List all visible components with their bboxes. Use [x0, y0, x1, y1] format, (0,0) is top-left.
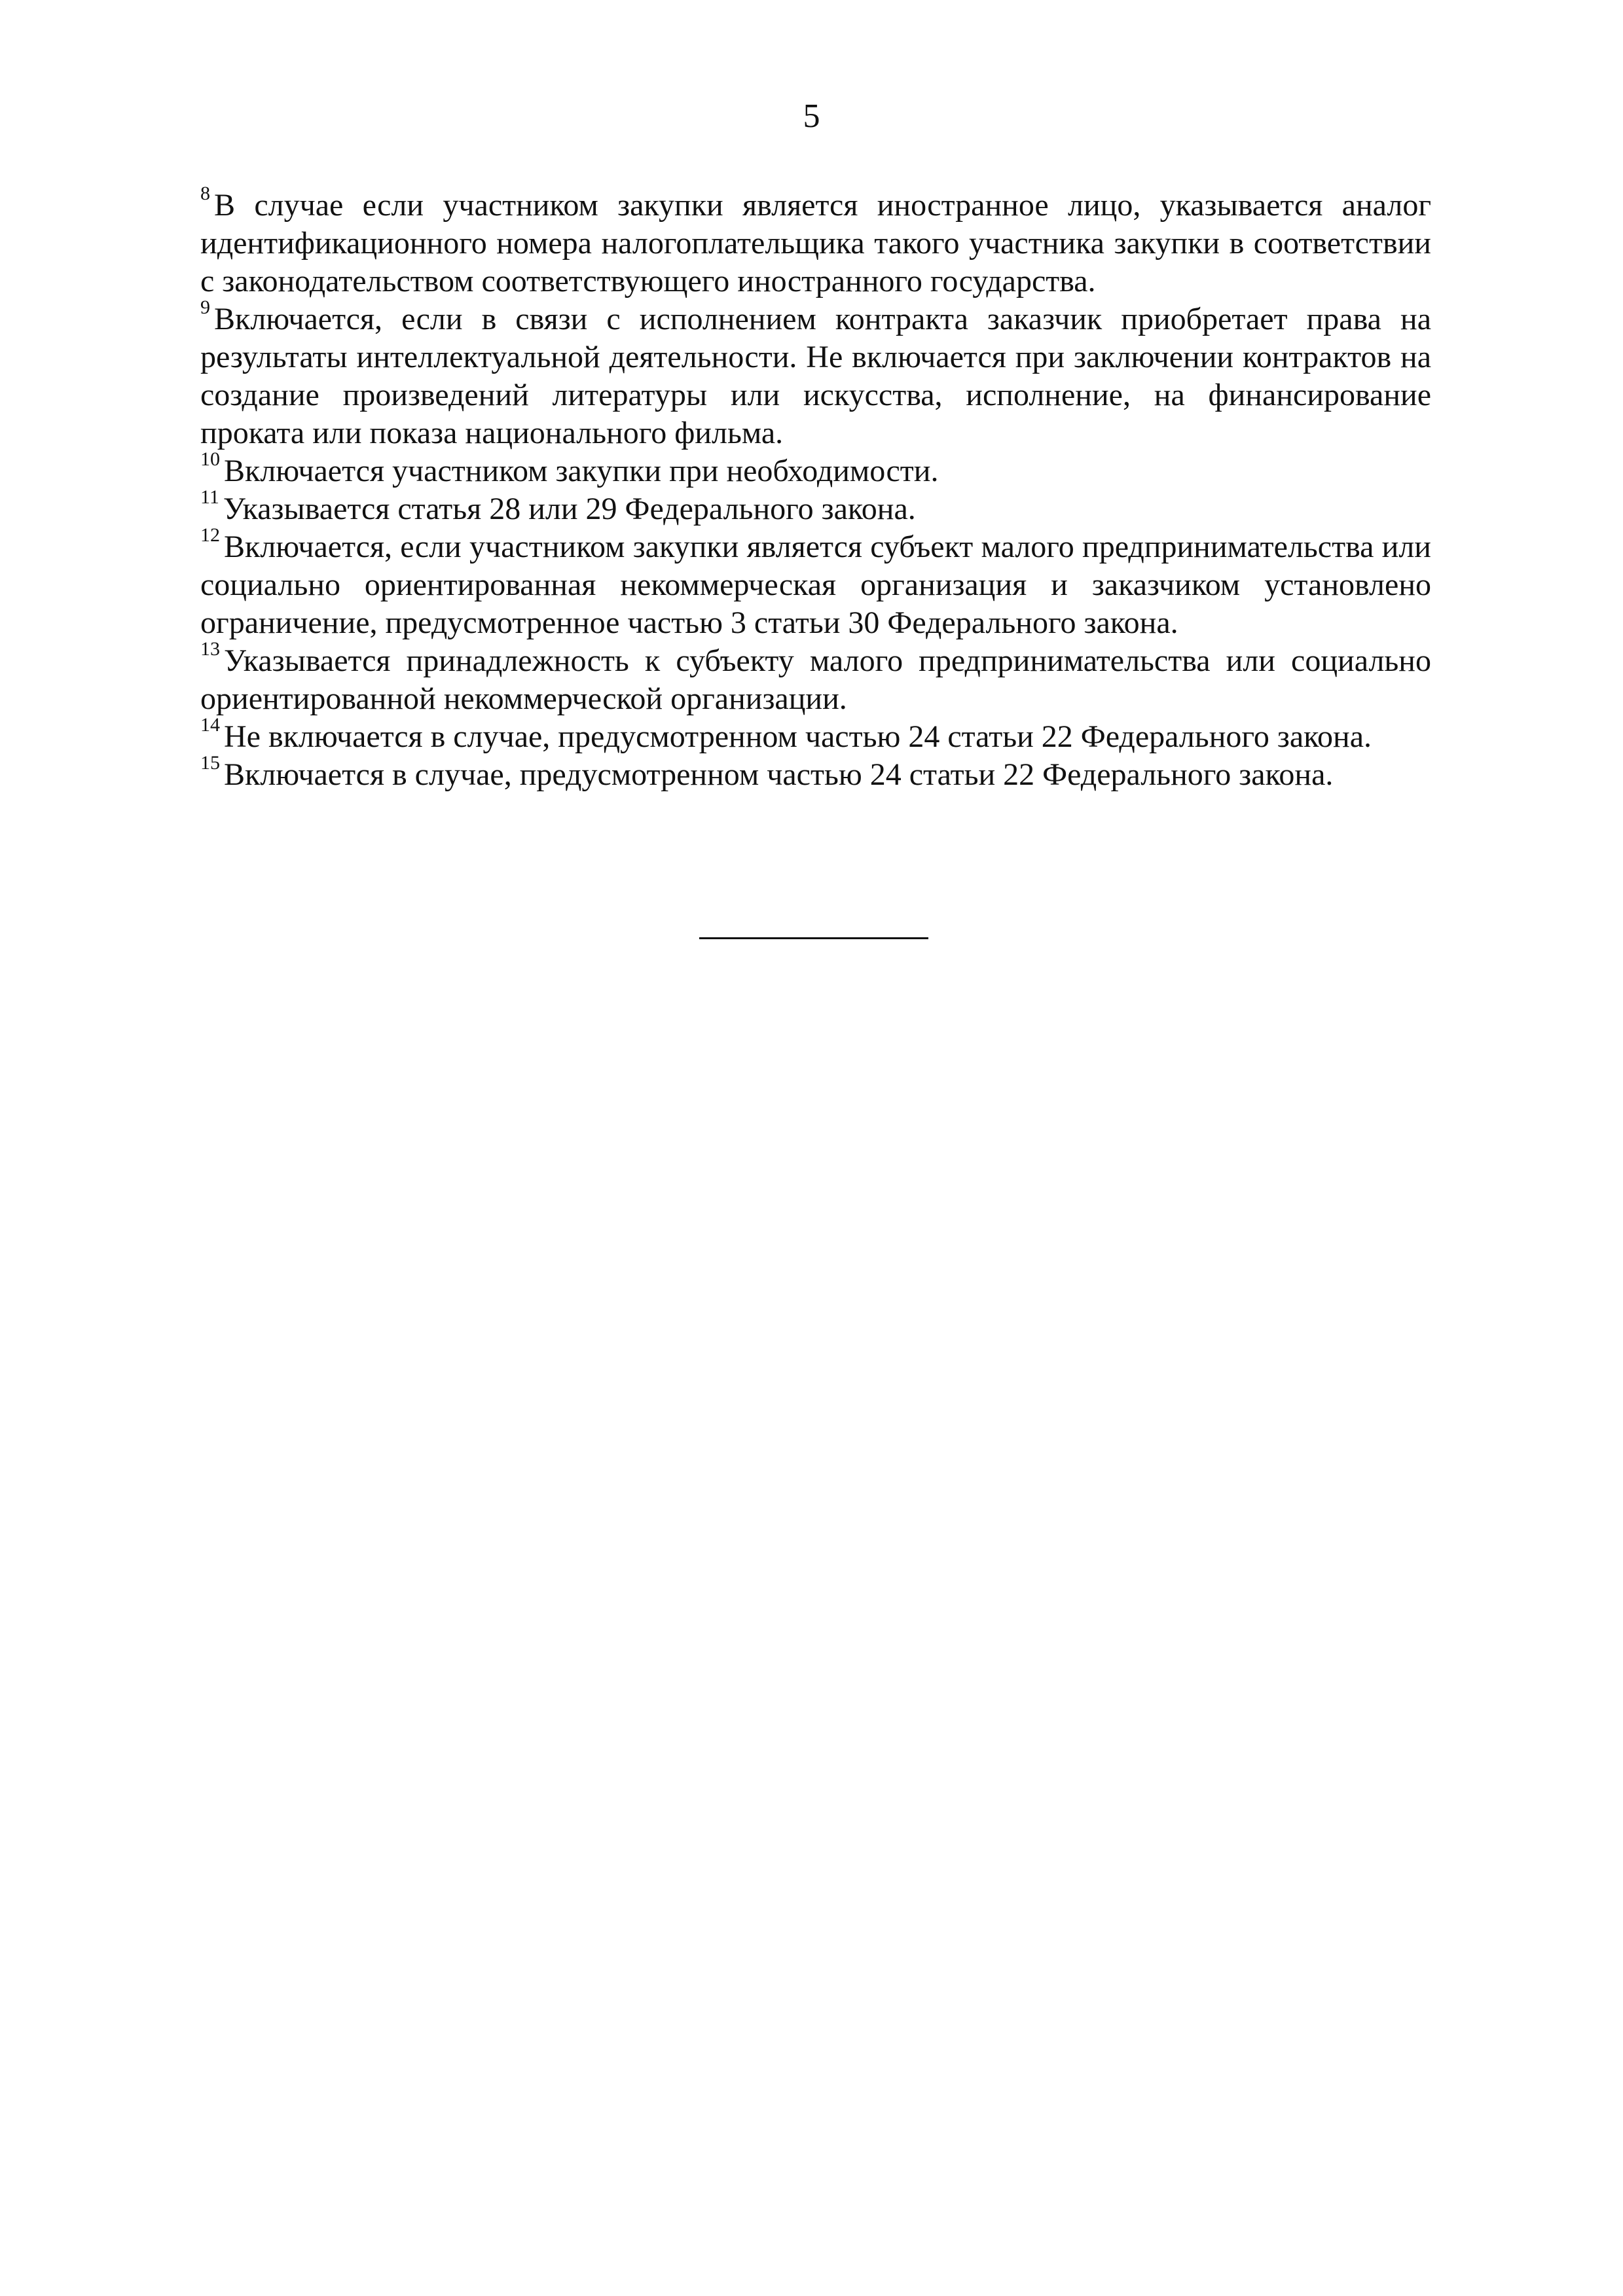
footnote-text: Включается, если участником закупки является субъект малого предпринимательства или социально ориентированная некоммерческая организация и заказчиком установлено ограничение, предусмотренное частью 3 статьи 30 Федерального закона.: [200, 529, 1431, 640]
footnote-text: Указывается принадлежность к субъекту малого предпринимательства или социально ориентированной некоммерческой организации.: [200, 643, 1431, 716]
footnote-text: Указывается статья 28 или 29 Федерального закона.: [223, 492, 916, 526]
footnote-13: [200, 638, 1431, 718]
footnote-12: [200, 524, 1431, 642]
footnote-11: [200, 486, 1431, 528]
footnote-14: [200, 714, 1431, 756]
footnote-marker: 11: [200, 486, 219, 508]
footnote-marker: 14: [200, 714, 220, 736]
footnote-marker: 9: [200, 296, 210, 318]
footnotes-list: [200, 183, 1431, 794]
end-of-document-rule: [699, 937, 928, 939]
footnote-text: Включается в случае, предусмотренном частью 24 статьи 22 Федерального закона.: [224, 757, 1334, 792]
footnote-marker: 13: [200, 638, 220, 660]
footnote-marker: 8: [200, 183, 210, 204]
footnote-10: [200, 448, 1431, 490]
footnote-text: В случае если участником закупки является иностранное лицо, указывается аналог идентификационного номера налогоплательщика такого участника закупки в соответствии с законодательством соответствующего иностранного государства.: [200, 188, 1431, 298]
footnote-9: [200, 296, 1431, 452]
footnote-marker: 10: [200, 448, 220, 470]
page-number: 5: [803, 98, 820, 135]
footnote-marker: 12: [200, 524, 220, 546]
footnote-8: [200, 183, 1431, 300]
footnote-15: [200, 752, 1431, 794]
footnote-marker: 15: [200, 752, 220, 774]
footnote-text: Не включается в случае, предусмотренном частью 24 статьи 22 Федерального закона.: [224, 719, 1372, 754]
footnote-text: Включается участником закупки при необходимости.: [224, 454, 939, 488]
footnote-text: Включается, если в связи с исполнением контракта заказчик приобретает права на результаты интеллектуальной деятельности. Не включается при заключении контрактов на создание произведений литературы или искусства, исполнение, на финансирование проката или показа национального фильма.: [200, 302, 1431, 450]
